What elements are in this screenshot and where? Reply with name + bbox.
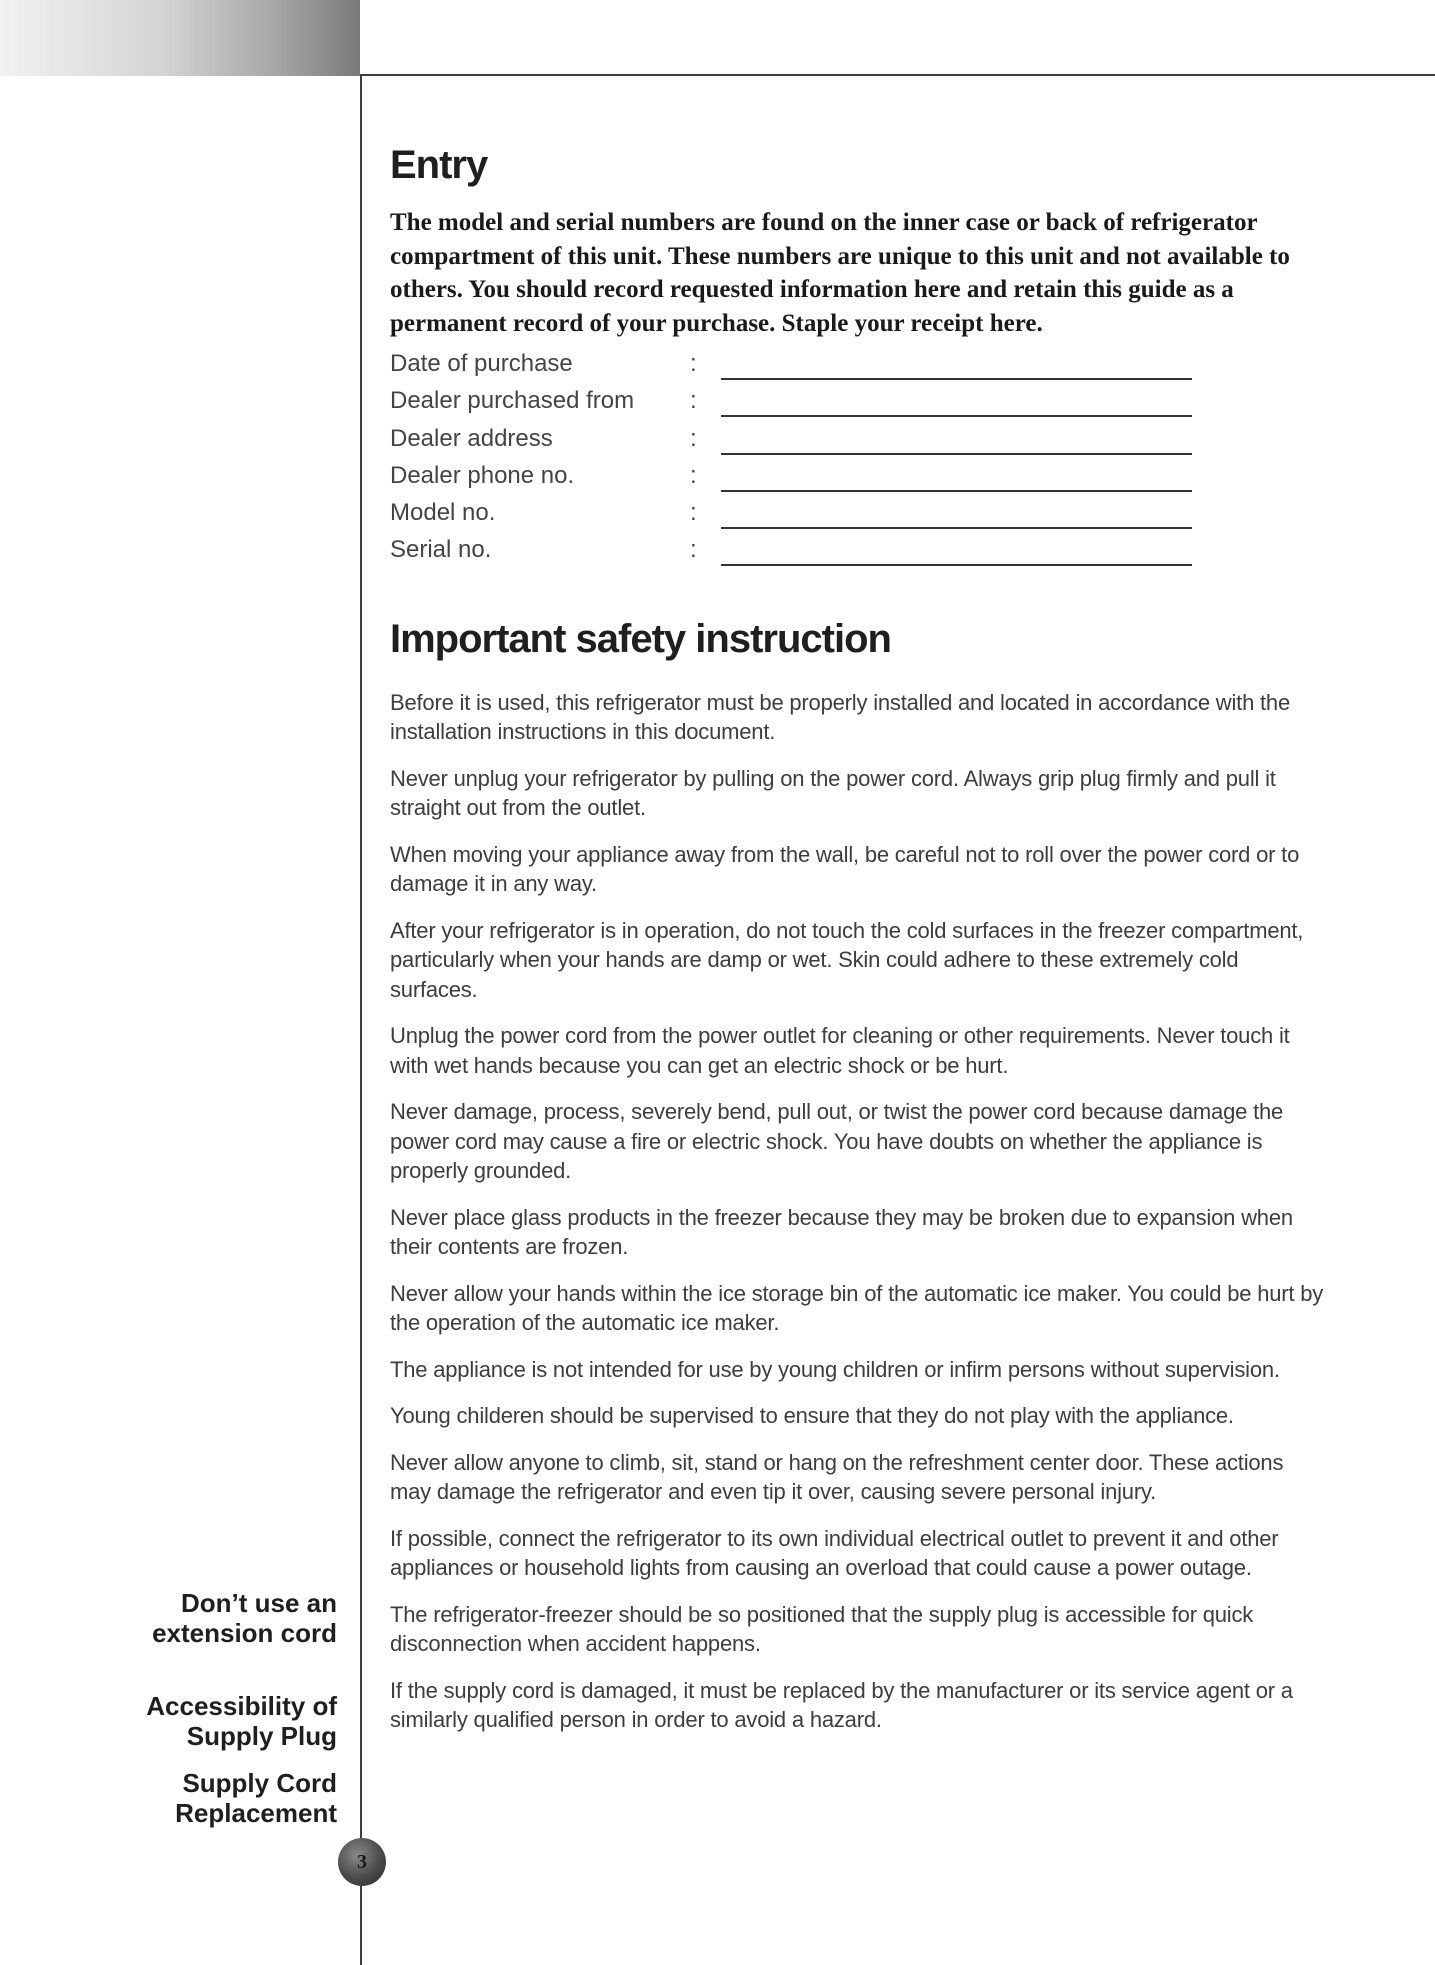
field-dealer-phone <box>390 458 1330 495</box>
side-label-line: Supply Plug <box>186 1721 337 1751</box>
date-of-purchase-line[interactable] <box>721 378 1192 380</box>
field-label: Date of purchase <box>390 350 573 377</box>
field-colon: : <box>690 387 697 415</box>
main-content <box>390 140 1330 1735</box>
field-serial-no <box>390 532 1330 569</box>
field-colon: : <box>690 350 697 377</box>
margin-rule <box>360 76 362 1965</box>
safety-paragraph: Never allow your hands within the ice storage bin of the automatic ice maker. You could be hurt by the operation of the automatic ice maker. <box>390 1280 1324 1336</box>
field-label: Model no. <box>390 499 496 527</box>
safety-paragraph: When moving your appliance away from the wall, be careful not to roll over the power cord or to damage it in any way. <box>390 841 1300 897</box>
entry-intro: The model and serial numbers are found on the inner case or back of refrigerator compartment of this unit. These numbers are unique to this unit and not available to others. You should record requested information here and retain this guide as a permanent record of your purchase. Staple your receipt here. <box>390 209 1290 337</box>
safety-paragraph: Never unplug your refrigerator by pulling on the power cord. Always grip plug firmly and pull it straight out from the outlet. <box>390 765 1276 821</box>
safety-paragraph: Before it is used, this refrigerator must be properly installed and located in accordance with the installation instructions in this document. <box>390 689 1290 745</box>
dealer-address-line[interactable] <box>721 453 1192 455</box>
record-fields <box>390 346 1330 570</box>
side-label-cord-replacement <box>60 1768 337 1828</box>
field-dealer-purchased-from <box>390 383 1330 420</box>
field-label: Serial no. <box>390 536 492 564</box>
safety-paragraph: Never place glass products in the freezer because they may be broken due to expansion when their contents are frozen. <box>390 1204 1293 1260</box>
safety-paragraph: Unplug the power cord from the power outlet for cleaning or other requirements. Never touch it with wet hands because you can get an electric shock or be hurt. <box>390 1023 1290 1078</box>
dealer-phone-line[interactable] <box>721 490 1192 492</box>
entry-title: Entry <box>390 143 488 187</box>
dealer-purchased-from-line[interactable] <box>721 415 1192 417</box>
field-colon: : <box>690 461 697 489</box>
field-colon: : <box>690 424 697 452</box>
safety-paragraph: If the supply cord is damaged, it must be replaced by the manufacturer or its service agent or a similarly qualified person in order to avoid a hazard. <box>390 1677 1293 1733</box>
field-label: Dealer phone no. <box>390 461 575 489</box>
field-date-of-purchase <box>390 346 1330 383</box>
safety-title: Important safety instruction <box>390 616 891 661</box>
side-label-line: Don’t use an <box>180 1588 337 1618</box>
field-label: Dealer purchased from <box>390 387 635 415</box>
field-model-no <box>390 495 1330 532</box>
serial-no-line[interactable] <box>721 564 1192 566</box>
side-label-supply-plug <box>60 1691 337 1751</box>
side-label-line: Supply Cord <box>182 1768 337 1798</box>
safety-paragraph: Young childeren should be supervised to ensure that they do not play with the appliance. <box>390 1403 1234 1429</box>
side-label-line: extension cord <box>152 1618 337 1648</box>
field-dealer-address <box>390 421 1330 458</box>
safety-paragraphs <box>390 688 1330 1735</box>
side-label-extension-cord <box>60 1588 337 1648</box>
page-number: 3 <box>338 1838 386 1886</box>
field-colon: : <box>690 536 697 564</box>
safety-paragraph: The appliance is not intended for use by young children or infirm persons without supervision. <box>390 1356 1280 1382</box>
side-label-line: Replacement <box>175 1798 337 1828</box>
model-no-line[interactable] <box>721 527 1192 529</box>
side-label-line: Accessibility of <box>146 1691 337 1721</box>
safety-paragraph: The refrigerator-freezer should be so positioned that the supply plug is accessible for quick disconnection when accident happens. <box>390 1601 1254 1657</box>
field-label: Dealer address <box>390 424 553 452</box>
safety-paragraph: Never damage, process, severely bend, pull out, or twist the power cord because damage the power cord may cause a fire or electric shock. You have doubts on whether the appliance is properly grounded. <box>390 1099 1284 1184</box>
field-colon: : <box>690 499 697 527</box>
safety-paragraph: Never allow anyone to climb, sit, stand or hang on the refreshment center door. These actions may damage the refrigerator and even tip it over, causing severe personal injury. <box>390 1449 1284 1505</box>
header-rule <box>360 74 1435 76</box>
safety-paragraph: After your refrigerator is in operation, do not touch the cold surfaces in the freezer compartment, particularly when your hands are damp or wet. Skin could adhere to these extremely cold surfaces. <box>390 917 1304 1002</box>
corner-tab <box>0 0 360 76</box>
safety-paragraph: If possible, connect the refrigerator to its own individual electrical outlet to prevent it and other appliances or household lights from causing an overload that could cause a power outage. <box>390 1525 1279 1581</box>
